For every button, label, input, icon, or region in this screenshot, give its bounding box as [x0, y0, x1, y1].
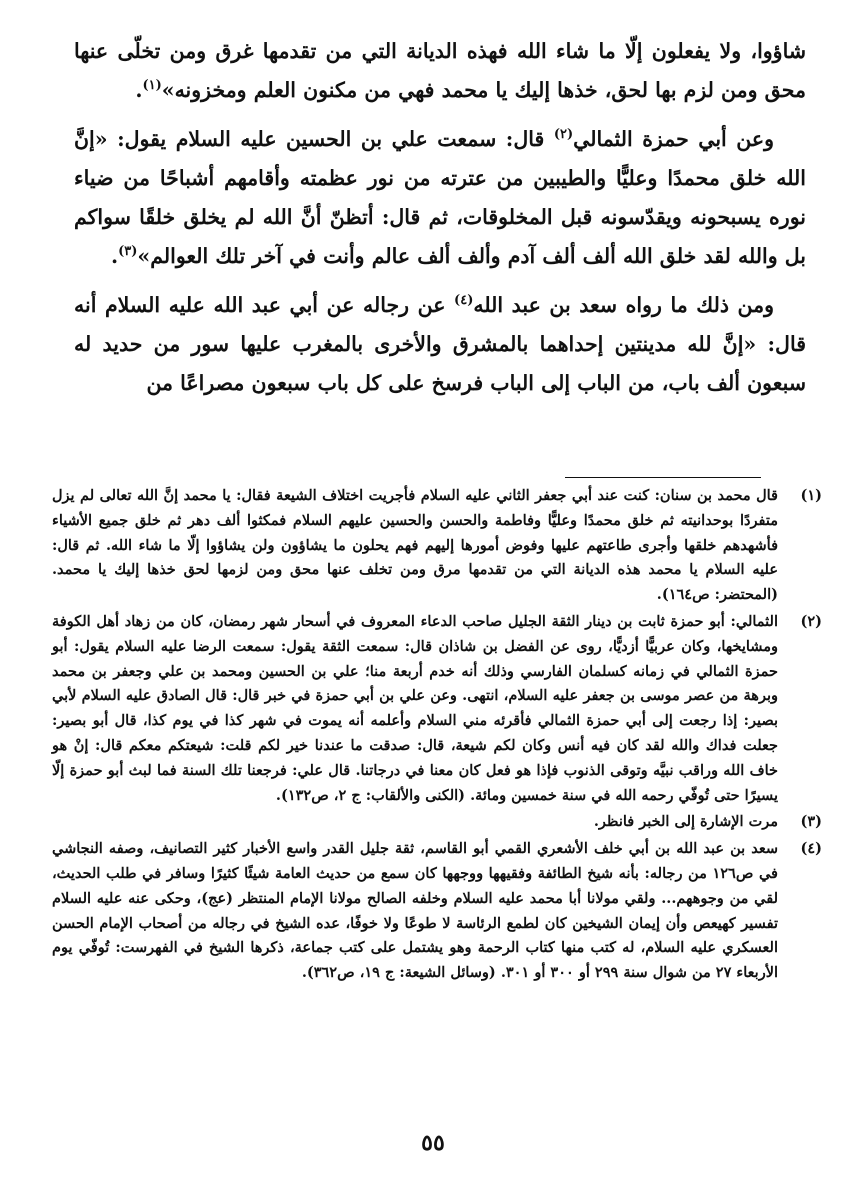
footnote-text: مرت الإشارة إلى الخبر فانظر. — [593, 813, 778, 831]
footnote — [52, 610, 822, 808]
footnote-text: قال محمد بن سنان: كنت عند أبي جعفر الثاني عليه السلام فأجريت اختلاف الشيعة فقال: يا محمد إنَّ الله تعالى لم يزل متفردًا بوحدانيته ثم خلق محمدًا وعليًّا وفاطمة والحسن والحسين عليهم السلام فمكثوا ألف دهر ثم خلق جميع الأشياء فأشهدهم خلقها وأجرى طاعتهم عليها وفوض أمورها إليهم فهم يحلون ما يشاؤون ولن يشاؤوا إلّا ما شاء الله. ثم قال: عليه السلام يا محمد هذه الديانة التي من تقدمها مرق ومن تخلف عنها محق ومن لزمها لحق خذها إليك يا محمد. (المحتضر: ص١٦٤). — [52, 487, 778, 604]
footnote-text: الثمالي: أبو حمزة ثابت بن دينار الثقة الجليل صاحب الدعاء المعروف في أسحار شهر رمضان، كان من زهاد أهل الكوفة ومشايخها، وكان عربيًّا أزديًّا، روى عن الفضل بن شاذان قال: سمعت الثقة يقول: سمعت الرضا عليه السلام يقول: أبو حمزة الثمالي في زمانه كسلمان الفارسي وذلك أنه خدم أربعة منا؛ علي بن الحسين ومحمد بن علي وجعفر بن محمد وبرهة من عصر موسى بن جعفر عليه السلام، انتهى. وعن علي بن أبي حمزة في خبر قال: قال الصادق عليه السلام لأبي بصير: إذا رجعت إلى أبي حمزة الثمالي فأقرئه مني السلام وأعلمه أنه يموت في شهر كذا في يوم كذا، قال أبو بصير: جعلت فداك والله لقد كان فيه أنس وكان لكم شيعة، قال: صدقت ما عندنا خير لكم قلت: شيعتكم معكم قال: إنْ هو خاف الله وراقب نبيَّه وتوقى الذنوب فإذا هو فعل كان معنا في درجاتنا. قال علي: فرجعنا تلك السنة فما لبث أبو حمزة إلّا يسيرًا حتى تُوفّي رحمه الله في سنة خمسين ومائة. (الكنى والألقاب: ج ٢، ص١٣٢). — [52, 612, 778, 804]
footnote — [52, 837, 822, 986]
paragraph-text: ومن ذلك ما رواه سعد بن عبد الله — [473, 293, 775, 317]
paragraph-3 — [74, 286, 806, 403]
footnote-ref: (٤) — [454, 293, 474, 309]
main-text — [74, 32, 806, 413]
footnote-number: (١) — [800, 487, 822, 504]
paragraph-text: وعن أبي حمزة الثمالي — [573, 127, 774, 151]
paragraph-text: شاؤوا، ولا يفعلون إلّا ما شاء الله فهذه الديانة التي من تقدمها غرق ومن تخلّى عنها محق ومن لزم بها لحق، خذها إليك يا محمد فهي من مكنون العلم ومخزونه» — [74, 39, 806, 102]
footnotes — [52, 484, 822, 988]
footnote-ref: (٣) — [118, 244, 138, 260]
footnote — [52, 810, 822, 835]
footnote-number: (٤) — [800, 840, 822, 858]
footnote-text: سعد بن عبد الله بن أبي خلف الأشعري القمي أبو القاسم، ثقة جليل القدر واسع الأخبار كثير التصانيف، وصفه النجاشي في ص١٢٦ من رجاله: بأنه شيخ الطائفة وفقيهها ووجهها كان سمع من حديث العامة شيئًا كثيرًا وسافر في طلب الحديث، لقي من وجوههم... ولقي مولانا أبا محمد عليه السلام وخلفه الصالح مولانا الإمام المنتظر (عج)، وحكى عنه عليه السلام تفسير كهيعص وأن إيمان الشيخين كان لطمع الرئاسة لا طوعًا ولا خوفًا، عده الشيخ في رجاله من أصحاب الإمام الحسن العسكري عليه السلام، له كتب منها كتاب الرحمة وهو يشتمل على كتب جماعة، ذكرها الشيخ في الفهرست: تُوفّي يوم الأربعاء ٢٧ من شوال سنة ٢٩٩ أو ٣٠٠ أو ٣٠١. (وسائل الشيعة: ج ١٩، ص٣٦٢). — [52, 840, 778, 982]
paragraph-1 — [74, 32, 806, 110]
paragraph-tail: . — [135, 78, 143, 102]
footnote-ref: (٢) — [553, 127, 574, 143]
paragraph-text-continued: عن رجاله عن أبي عبد الله عليه السلام أنه قال: «إنَّ لله مدينتين إحداهما بالمشرق والأخرى بالمغرب عليها سور من حديد له سبعون ألف باب، من الباب إلى الباب فرسخ على كل باب سبعون مصراعًا من — [74, 293, 806, 395]
footnote-number: (٣) — [800, 813, 822, 831]
paragraph-text-continued: قال: سمعت علي بن الحسين عليه السلام يقول: «إنَّ الله خلق محمدًا وعليًّا والطيبين من عترته من نور عظمته وأقامهم أشباحًا من ضياء نوره يسبحونه ويقدّسونه قبل المخلوقات، ثم قال: أتظنّ أنَّ الله لم يخلق خلقًا سواكم بل والله لقد خلق الله ألف ألف آدم وألف ألف عالم وأنت في آخر تلك العوالم» — [74, 127, 806, 268]
paragraph-tail: . — [110, 244, 119, 268]
footnote-number: (٢) — [800, 612, 822, 630]
footnote-ref: (١) — [142, 78, 162, 94]
footnote-separator — [565, 477, 761, 478]
paragraph-2 — [74, 120, 806, 276]
footnote — [52, 484, 822, 608]
page-number: ٥٥ — [421, 1130, 445, 1156]
